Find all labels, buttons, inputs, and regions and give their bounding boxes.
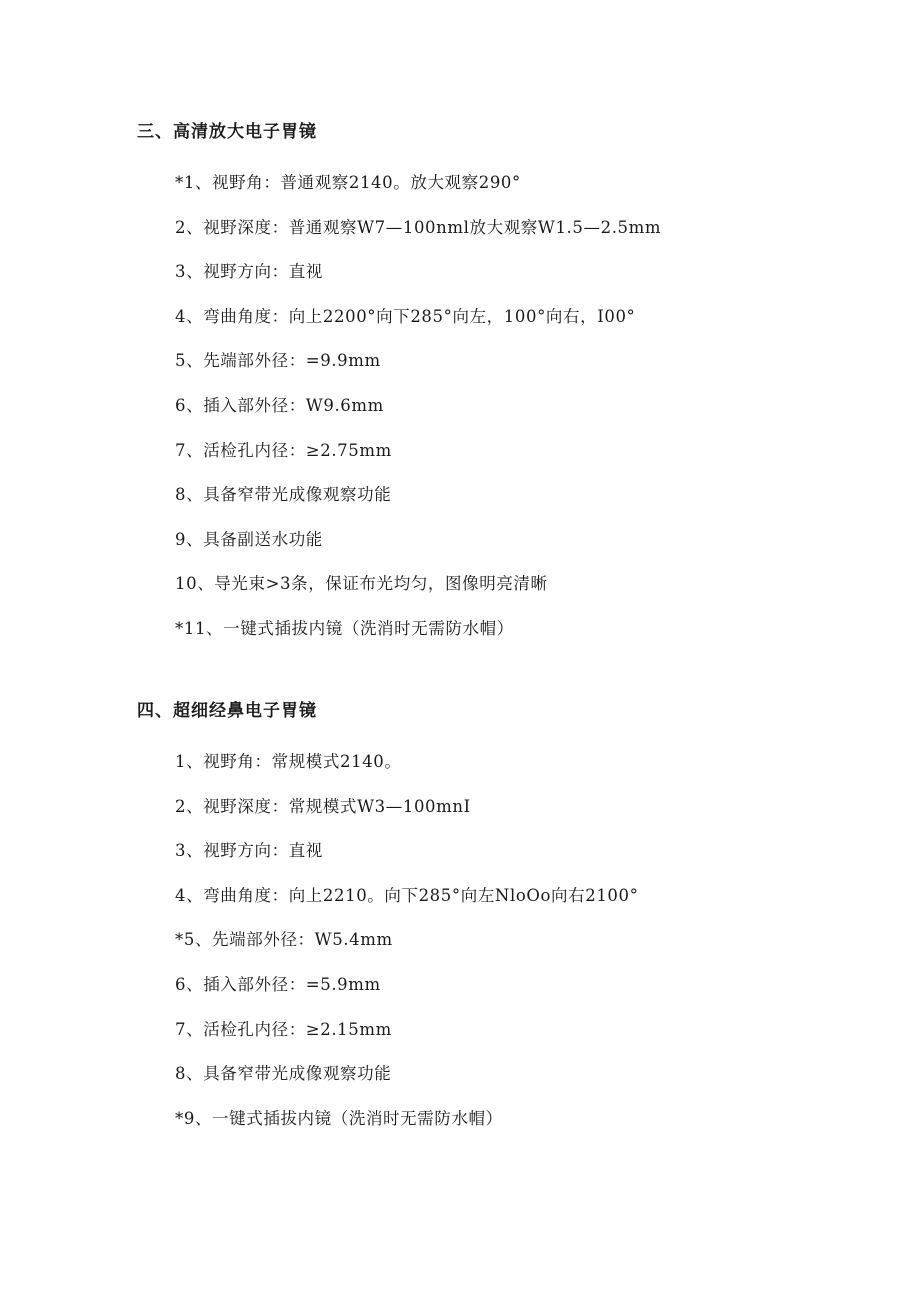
spec-item: 7、活检孔内径：≥2.75mm [175, 440, 392, 460]
spec-item: *1、视野角：普通观察2140。放大观察290° [175, 173, 521, 192]
section-ultrathin-transnasal-gastroscope [0, 695, 920, 1141]
spec-item: *5、先端部外径：W5.4mm [175, 930, 393, 950]
spec-list [0, 161, 920, 652]
spec-item: 3、视野方向：直视 [175, 841, 323, 861]
section-heading: 三、高清放大电子胃镜 [137, 122, 317, 142]
spec-item: 9、具备副送水功能 [175, 529, 323, 549]
spec-item: 6、插入部外径：=5.9mm [175, 974, 381, 994]
spec-item: 2、视野深度：常规模式W3—100mnI [175, 796, 471, 816]
spec-list [0, 740, 920, 1141]
spec-item: 1、视野角：常规模式2140。 [175, 752, 402, 771]
spec-item: 6、插入部外径：W9.6mm [175, 395, 384, 415]
spec-item: 4、弯曲角度：向上2210。向下285°向左NloOo向右2100° [175, 885, 639, 905]
spec-item: 8、具备窄带光成像观察功能 [175, 1064, 392, 1084]
section-heading: 四、超细经鼻电子胃镜 [137, 701, 317, 721]
spec-item: 4、弯曲角度：向上2200°向下285°向左，100°向右，I00° [175, 306, 636, 326]
spec-item: *11、一键式插拔内镜（洗消时无需防水帽） [175, 618, 514, 638]
spec-item: 8、具备窄带光成像观察功能 [175, 485, 392, 505]
spec-item: *9、一键式插拔内镜（洗消时无需防水帽） [175, 1108, 503, 1128]
spec-item: 2、视野深度：普通观察W7—100nml放大观察W1.5—2.5mm [175, 217, 662, 237]
spec-item: 10、导光束>3条，保证布光均匀，图像明亮清晰 [175, 574, 548, 594]
spec-item: 3、视野方向：直视 [175, 262, 323, 282]
spec-item: 5、先端部外径：=9.9mm [175, 351, 381, 371]
spec-item: 7、活检孔内径：≥2.15mm [175, 1019, 392, 1039]
section-hd-magnifying-gastroscope [0, 116, 920, 652]
